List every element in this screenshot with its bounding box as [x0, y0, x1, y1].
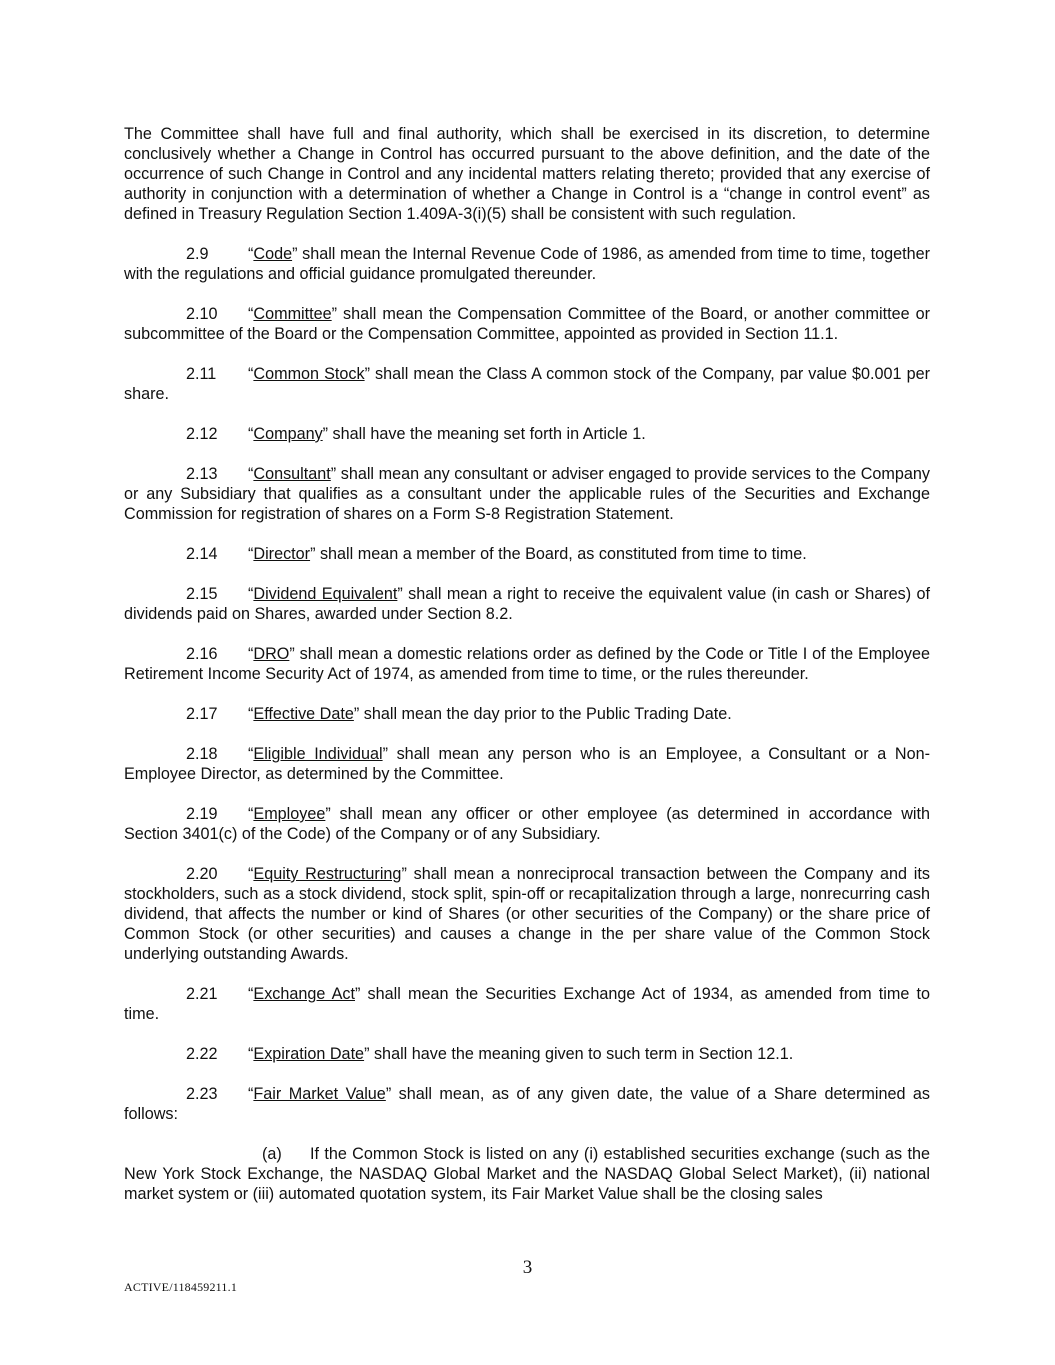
definition-number: 2.14 — [186, 545, 218, 563]
definition-number: 2.13 — [186, 465, 218, 483]
subsection-text: If the Common Stock is listed on any (i) established securities exchange (such as the New York Stock Exchange, the NASDAQ Global Market and the NASDAQ Global Select Market), (ii) national market system or (iii) automated quotation system, its Fair Market Value shall be the closing sales — [124, 1145, 930, 1203]
close-quote: ” — [330, 465, 337, 483]
defined-term: Effective Date — [253, 705, 354, 723]
definition-number: 2.12 — [186, 425, 218, 443]
definition-text: shall have the meaning set forth in Article 1. — [328, 425, 646, 443]
open-quote: “ — [248, 585, 254, 603]
subsection-label: (a) — [262, 1145, 282, 1163]
defined-term: Committee — [253, 305, 332, 323]
close-quote: ” — [397, 585, 403, 603]
definition-number: 2.23 — [186, 1085, 218, 1103]
defined-term: DRO — [253, 645, 290, 663]
document-body — [124, 124, 930, 1224]
page-number: 3 — [522, 1257, 533, 1278]
definition-text: shall mean the Internal Revenue Code of 1986, as amended from time to time, together with the regulations and official guidance promulgated thereunder. — [124, 245, 930, 283]
open-quote: “ — [248, 985, 254, 1003]
close-quote: ” — [353, 705, 360, 723]
definition-number: 2.22 — [186, 1045, 218, 1063]
open-quote: “ — [248, 705, 254, 723]
subsection-a — [124, 1144, 930, 1204]
close-quote: ” — [382, 745, 388, 763]
open-quote: “ — [248, 305, 254, 323]
definition-text: shall mean the day prior to the Public Trading Date. — [359, 705, 732, 723]
open-quote: “ — [248, 745, 254, 763]
defined-term: Equity Restructuring — [253, 865, 402, 883]
definition-text: shall mean a nonreciprocal transaction between the Company and its stockholders, such as a stock dividend, stock split, spin-off or recapitalization through a large, nonrecurring cash dividend, that affects the number or kind of Shares (or other securities of the Company) or the share price of Common Stock (or other securities) and causes a change in the per share value of the Common Stock underlying outstanding Awards. — [124, 865, 930, 963]
definition-paragraph — [124, 544, 930, 564]
definition-text: shall mean any officer or other employee (as determined in accordance with Section 3401(c) of the Code) of the Company or of any Subsidiary. — [124, 805, 930, 843]
definition-number: 2.19 — [186, 805, 218, 823]
definition-text: shall have the meaning given to such term in Section 12.1. — [369, 1045, 794, 1063]
open-quote: “ — [248, 1045, 254, 1063]
close-quote: ” — [364, 1045, 370, 1063]
definition-number: 2.16 — [186, 645, 218, 663]
definition-paragraph — [124, 364, 930, 404]
definition-paragraph — [124, 804, 930, 844]
definition-number: 2.11 — [186, 365, 217, 383]
defined-term: Common Stock — [253, 365, 365, 383]
definition-number: 2.9 — [186, 245, 209, 263]
defined-term: Exchange Act — [253, 985, 356, 1003]
definition-number: 2.18 — [186, 745, 218, 763]
definition-text: shall mean a domestic relations order as defined by the Code or Title I of the Employee Retirement Income Security Act of 1974, as amended from time to time, or the rules thereunder. — [124, 645, 930, 683]
definition-paragraph — [124, 304, 930, 344]
close-quote: ” — [325, 805, 331, 823]
open-quote: “ — [248, 645, 254, 663]
open-quote: “ — [248, 365, 254, 383]
definition-text: shall mean a member of the Board, as constituted from time to time. — [315, 545, 807, 563]
close-quote: ” — [310, 545, 316, 563]
definition-text: shall mean, as of any given date, the value of a Share determined as follows: — [124, 1085, 931, 1123]
defined-term: Fair Market Value — [253, 1085, 386, 1103]
defined-term: Dividend Equivalent — [253, 585, 398, 603]
definition-paragraph — [124, 424, 930, 444]
document-id-footer: ACTIVE/118459211.1 — [124, 1280, 238, 1294]
definition-paragraph — [124, 744, 930, 784]
close-quote: ” — [322, 425, 329, 443]
definition-text: shall mean a right to receive the equivalent value (in cash or Shares) of dividends paid on Shares, awarded under Section 8.2. — [124, 585, 930, 623]
definition-text: shall mean any consultant or adviser engaged to provide services to the Company or any Subsidiary that qualifies as a consultant under the applicable rules of the Securities and Exchange Commission for registration of shares on a Form S-8 Registration Statement. — [124, 465, 930, 523]
definition-number: 2.20 — [186, 865, 218, 883]
definition-paragraph — [124, 644, 930, 684]
defined-term: Director — [253, 545, 311, 563]
close-quote: ” — [289, 645, 295, 663]
definition-text: shall mean the Compensation Committee of the Board, or another committee or subcommittee of the Board or the Compensation Committee, appointed as provided in Section 11.1. — [124, 305, 930, 343]
close-quote: ” — [385, 1085, 392, 1103]
definition-number: 2.17 — [186, 705, 218, 723]
intro-paragraph: The Committee shall have full and final authority, which shall be exercised in its discretion, to determine conclusively whether a Change in Control has occurred pursuant to the above definition, and the date of the occurrence of such Change in Control and any incidental matters relating thereto; provided that any exercise of authority in conjunction with a determination of whether a Change in Control is a “change in control event” as defined in Treasury Regulation Section 1.409A-3(i)(5) shall be consistent with such regulation. — [124, 125, 930, 223]
defined-term: Expiration Date — [253, 1045, 365, 1063]
open-quote: “ — [248, 245, 254, 263]
defined-term: Consultant — [253, 465, 331, 483]
close-quote: ” — [401, 865, 407, 883]
definition-text: shall mean any person who is an Employee, a Consultant or a Non-Employee Director, as determined by the Committee. — [124, 745, 930, 783]
definition-paragraph — [124, 704, 930, 724]
definition-text: shall mean the Securities Exchange Act of 1934, as amended from time to time. — [124, 985, 930, 1023]
definition-paragraph — [124, 584, 930, 624]
open-quote: “ — [248, 805, 254, 823]
definition-text: shall mean the Class A common stock of the Company, par value $0.001 per share. — [124, 365, 930, 403]
defined-term: Employee — [253, 805, 326, 823]
defined-term: Company — [253, 425, 323, 443]
definition-paragraph — [124, 1084, 930, 1124]
open-quote: “ — [248, 1085, 254, 1103]
definition-paragraph — [124, 1044, 930, 1064]
open-quote: “ — [248, 865, 254, 883]
definition-number: 2.10 — [186, 305, 218, 323]
open-quote: “ — [248, 425, 254, 443]
definition-paragraph — [124, 864, 930, 964]
defined-term: Eligible Individual — [253, 745, 383, 763]
open-quote: “ — [248, 465, 254, 483]
definition-paragraph — [124, 244, 930, 284]
close-quote: ” — [292, 245, 298, 263]
close-quote: ” — [355, 985, 361, 1003]
definition-paragraph — [124, 984, 930, 1024]
close-quote: ” — [364, 365, 370, 383]
definition-number: 2.15 — [186, 585, 218, 603]
definitions-list — [124, 244, 930, 1124]
open-quote: “ — [248, 545, 254, 563]
defined-term: Code — [253, 245, 293, 263]
definition-number: 2.21 — [186, 985, 218, 1003]
close-quote: ” — [331, 305, 338, 323]
definition-paragraph — [124, 464, 930, 524]
